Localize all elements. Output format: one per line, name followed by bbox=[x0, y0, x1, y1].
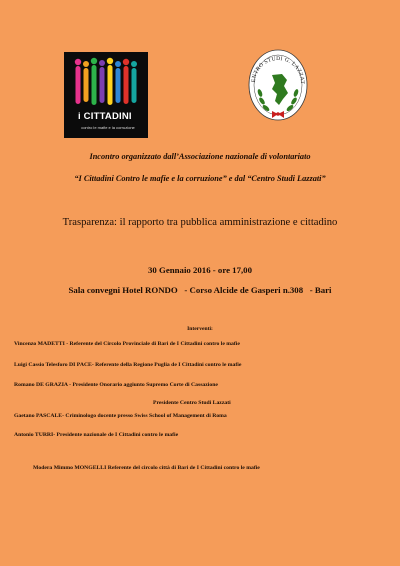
speaker-item: Romano DE GRAZIA - Presidente Onorario aggiunto Supremo Corte di Cassazione bbox=[14, 382, 218, 388]
speaker-item: Luigi Cassio Telesforo DI PACE- Referente della Regione Puglia de I Cittadini contro le mafie bbox=[14, 362, 242, 368]
centro-studi-lazzati-seal bbox=[246, 47, 310, 131]
logo-brand-text: i CITTADINI bbox=[78, 111, 132, 122]
event-datetime: 30 Gennaio 2016 - ore 17,00 bbox=[148, 265, 252, 275]
organizers-line-2: “I Cittadini Contro le mafie e la corruzione” e dal “Centro Studi Lazzati” bbox=[74, 174, 326, 183]
speaker-item: Vincenzo MADETTI - Referente del Circolo Provinciale di Bari de I Cittadini contro le mafie bbox=[14, 341, 240, 347]
cittadini-logo bbox=[64, 52, 148, 138]
seal-ring-text: ENTRO STUDI G. LAZZAT bbox=[250, 55, 306, 85]
speaker-item: Antonio TURRI- Presidente nazionale de I Cittadini contro le mafie bbox=[14, 432, 179, 438]
speaker-item: Gaetano PASCALE- Criminologo docente presso Swiss School of Management di Roma bbox=[14, 413, 227, 419]
event-topic: Trasparenza: il rapporto tra pubblica amministrazione e cittadino bbox=[62, 217, 338, 228]
organizers-line-1: Incontro organizzato dall’Associazione nazionale di volontariato bbox=[89, 152, 311, 161]
moderator-line: Modera Mimmo MONGELLI Referente del circolo città di Bari de I Cittadini contro le mafie bbox=[33, 465, 260, 471]
speaker-item-continuation: Presidente Centro Studi Lazzati bbox=[153, 400, 231, 406]
event-venue: Sala convegni Hotel RONDO - Corso Alcide de Gasperi n.308 - Bari bbox=[68, 285, 332, 295]
logo-tagline: contro le mafie e la corruzione bbox=[81, 125, 135, 130]
interventi-heading: Interventi: bbox=[187, 326, 213, 332]
